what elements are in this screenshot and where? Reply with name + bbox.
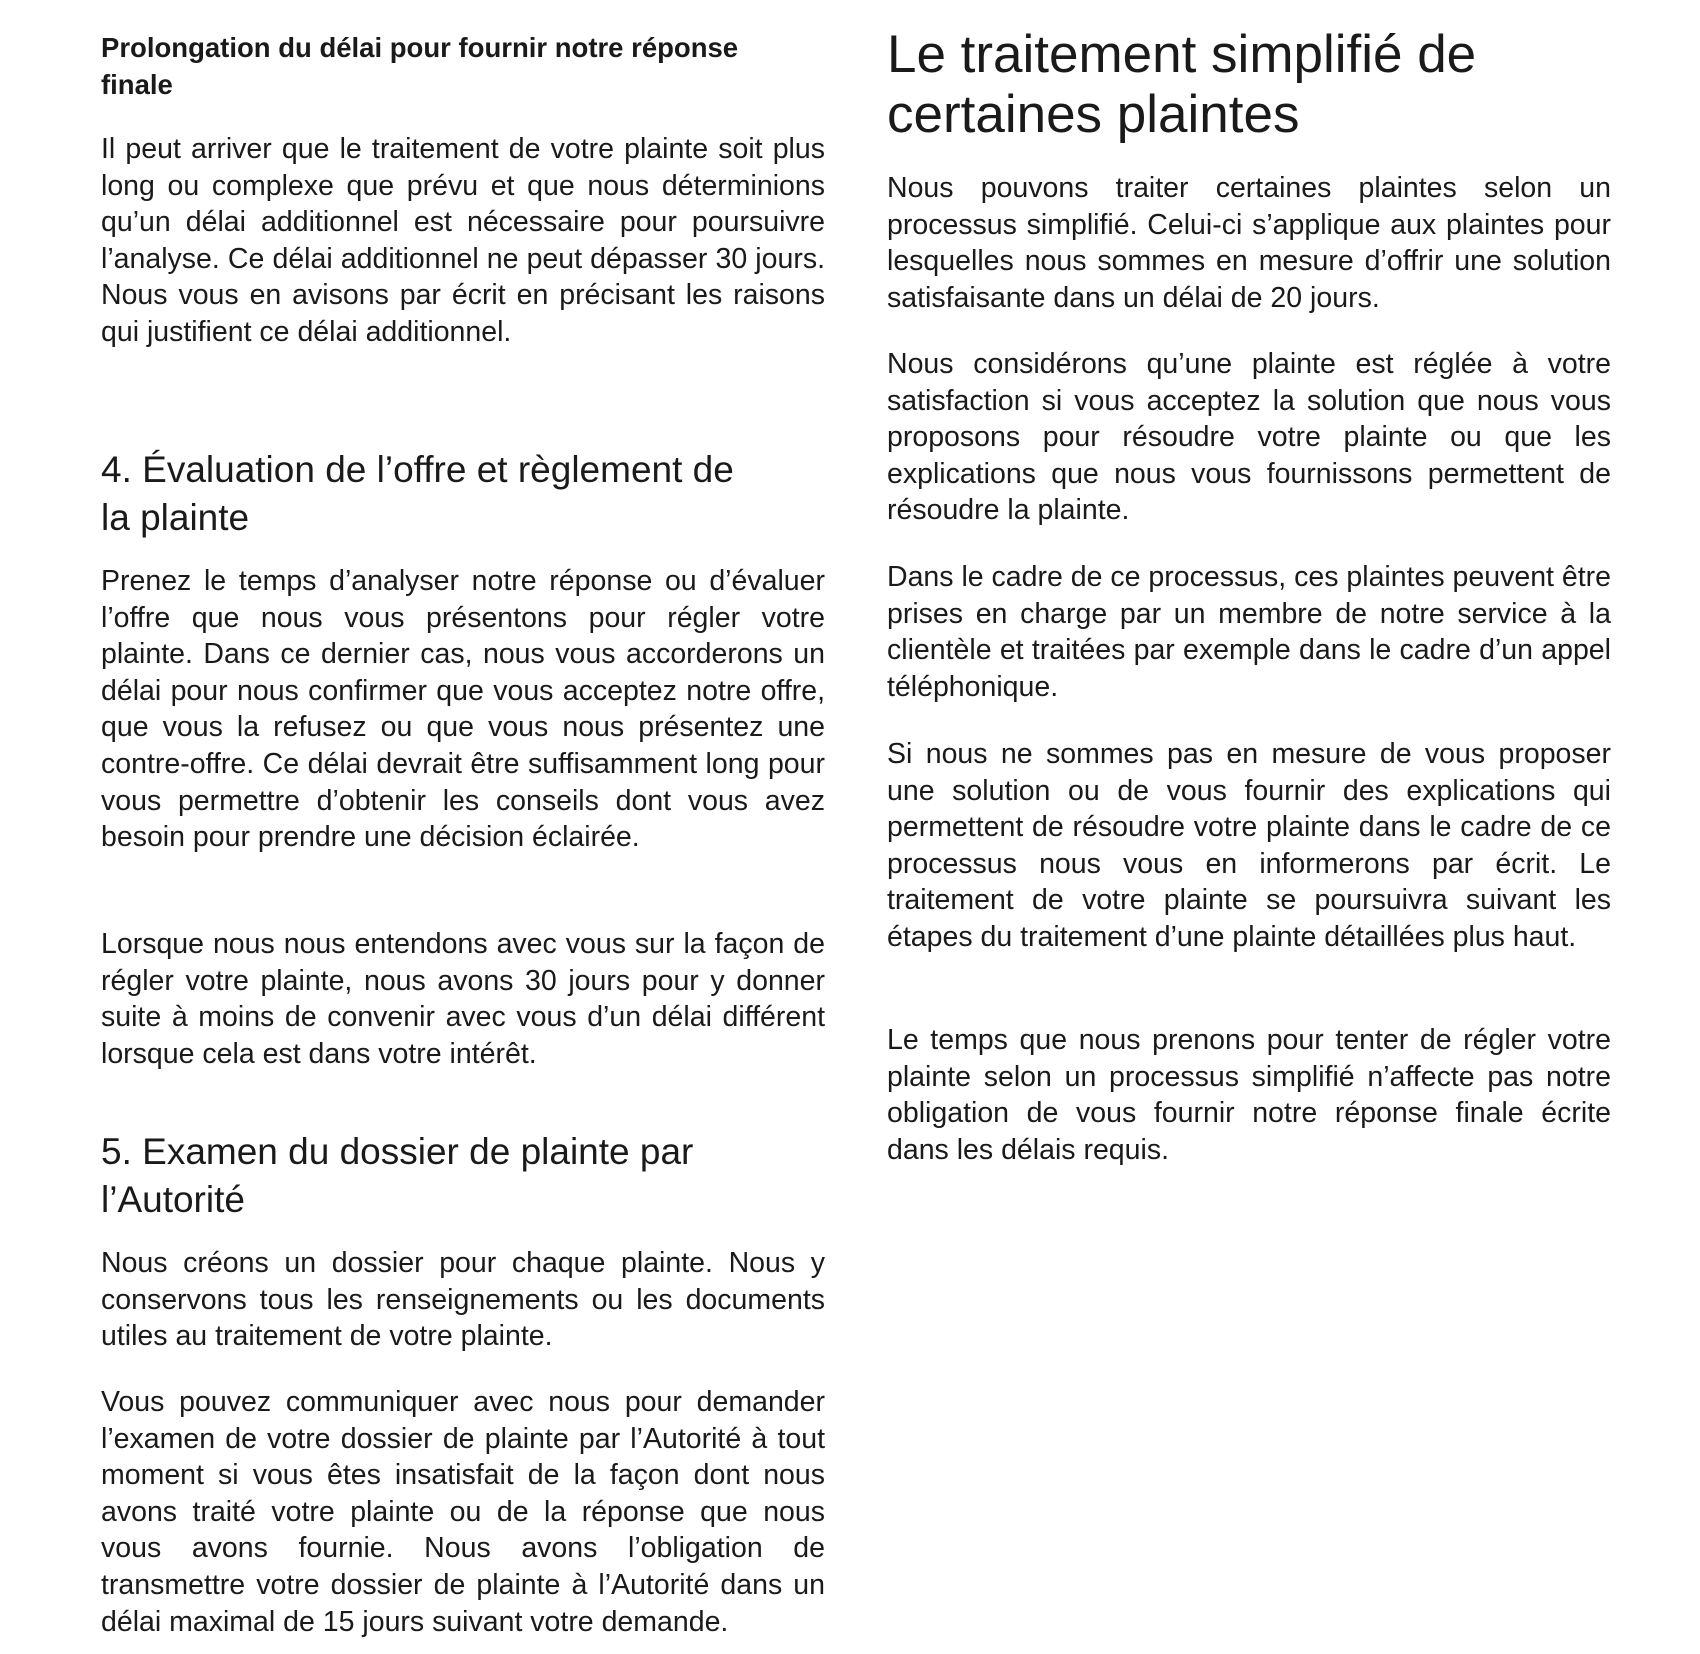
subheading-extension: Prolongation du délai pour fournir notre réponse finale [101, 32, 739, 100]
paragraph-customer-service: Dans le cadre de ce processus, ces plaintes peuvent être prises en charge par un membre de notre service à la clientèle et traitées par exemple dans le cadre d’un appel téléphonique. [887, 561, 1611, 703]
simplified-processing-title: Le traitement simplifié de certaines plaintes [887, 25, 1477, 144]
section-4-title: 4. Évaluation de l’offre et règlement de la plainte [101, 449, 734, 538]
paragraph-settlement: Lorsque nous nous entendons avec vous sur la façon de régler votre plainte, nous avons 30 jours pour y donner suite à moins de convenir avec vous d’un délai différent lorsque cela est dans votre intérêt. [101, 928, 825, 1070]
section-5-title: 5. Examen du dossier de plainte par l’Autorité [101, 1131, 694, 1220]
paragraph-satisfaction: Nous considérons qu’une plainte est réglée à votre satisfaction si vous acceptez la solution que nous vous proposons pour résoudre votre plainte ou que les explications que nous vous fournissons permettent de résoudre la plainte. [887, 348, 1611, 527]
paragraph-file: Nous créons un dossier pour chaque plainte. Nous y conservons tous les renseignements ou les documents utiles au traitement de votre plainte. [101, 1247, 825, 1353]
paragraph-extension: Il peut arriver que le traitement de votre plainte soit plus long ou complexe que prévu et que nous déterminions qu’un délai additionnel est nécessaire pour poursuivre l’analyse. Ce délai additionnel ne peut dépasser 30 jours. Nous vous en avisons par écrit en précisant les raisons qui justifient ce délai additionnel. [101, 133, 825, 348]
paragraph-unresolved: Si nous ne sommes pas en mesure de vous proposer une solution ou de vous fournir des explications qui permettent de résoudre votre plainte dans le cadre de ce processus nous vous en informerons par écrit. Le traitement de votre plainte se poursuivra suivant les étapes du traitement d’une plainte détaillées plus haut. [887, 738, 1611, 953]
paragraph-evaluation: Prenez le temps d’analyser notre réponse ou d’évaluer l’offre que nous vous présentons pour régler votre plainte. Dans ce dernier cas, nous vous accorderons un délai pour nous confirmer que vous acceptez notre offre, que vous la refusez ou que vous nous présentez une contre-offre. Ce délai devrait être suffisamment long pour vous permettre d’obtenir les conseils dont vous avez besoin pour prendre une décision éclairée. [101, 565, 825, 854]
paragraph-final-response: Le temps que nous prenons pour tenter de régler votre plainte selon un processus simplifié n’affecte pas notre obligation de vous fournir notre réponse finale écrite dans les délais requis. [887, 1024, 1611, 1166]
paragraph-simplified-intro: Nous pouvons traiter certaines plaintes selon un processus simplifié. Celui-ci s’applique aux plaintes pour lesquelles nous sommes en mesure d’offrir une solution satisfaisante dans un délai de 20 jours. [887, 172, 1611, 314]
paragraph-review-request: Vous pouvez communiquer avec nous pour demander l’examen de votre dossier de plainte par l’Autorité à tout moment si vous êtes insatisfait de la façon dont nous avons traité votre plainte ou de la réponse que nous vous avons fournie. Nous avons l’obligation de transmettre votre dossier de plainte à l’Autorité dans un délai maximal de 15 jours suivant votre demande. [101, 1386, 825, 1638]
